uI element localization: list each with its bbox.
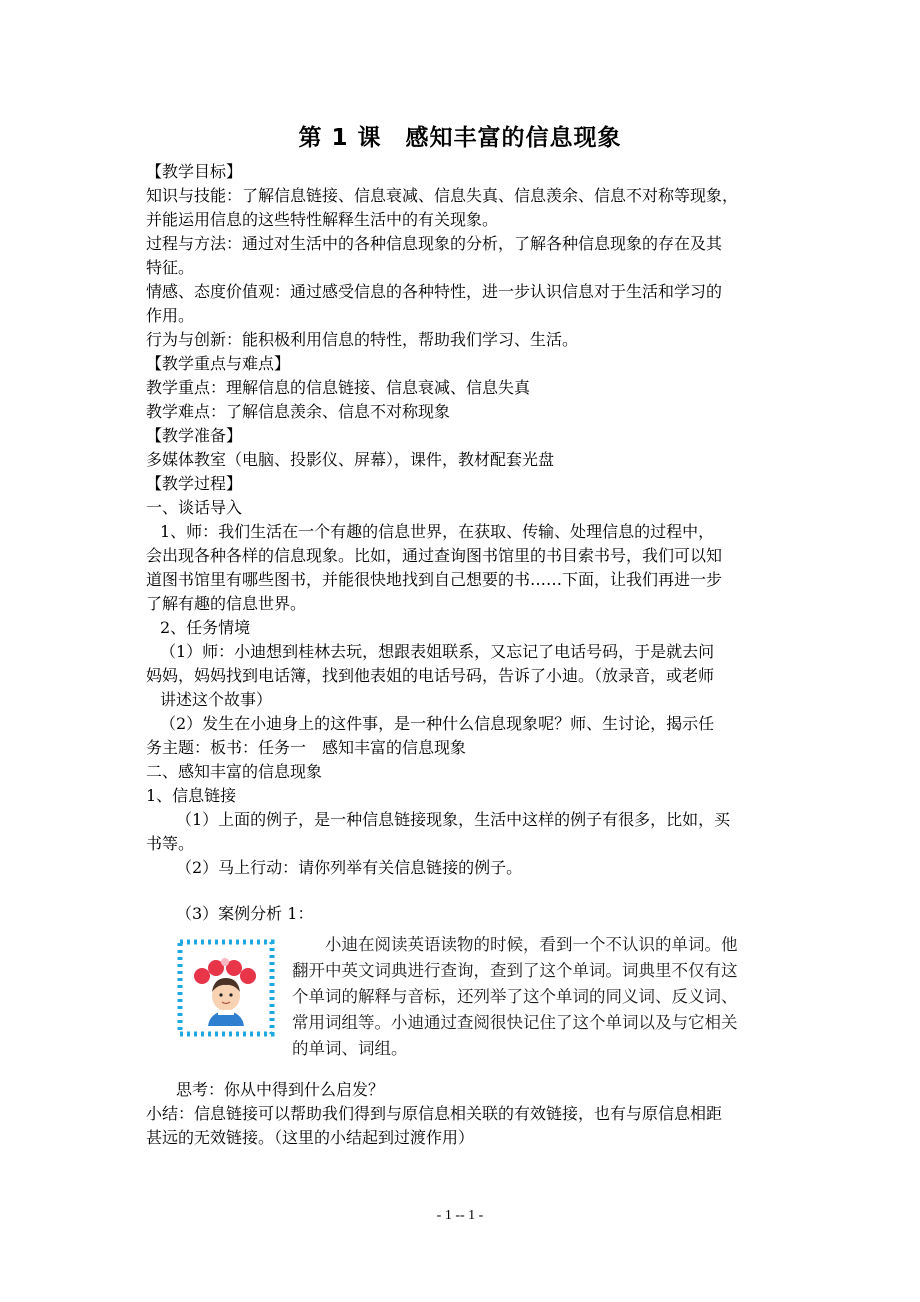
badge-circle xyxy=(240,968,256,984)
lesson-title: 第 1 课 感知丰富的信息现象 xyxy=(298,125,622,151)
paragraph-line: 讲述这个故事） xyxy=(160,690,273,709)
goals-header: 【教学目标】 xyxy=(146,162,243,181)
sub-heading: 2、任务情境 xyxy=(160,618,251,637)
prep-header: 【教学准备】 xyxy=(146,426,243,445)
part-heading: 二、感知丰富的信息现象 xyxy=(146,762,323,781)
paragraph-line: （2）发生在小迪身上的这件事，是一种什么信息现象呢？师、生讨论，揭示任 xyxy=(160,714,715,733)
case-line: 个单词的解释与音标，还列举了这个单词的同义词、反义词、 xyxy=(292,987,738,1006)
goal-line: 行为与创新：能积极利用信息的特性，帮助我们学习、生活。 xyxy=(146,330,579,349)
lesson-body xyxy=(146,160,810,1150)
paragraph-line: 道图书馆里有哪些图书，并能很快地找到自己想要的书……下面，让我们再进一步 xyxy=(146,570,723,589)
key-points-header: 【教学重点与难点】 xyxy=(146,354,291,373)
goal-line: 知识与技能：了解信息链接、信息衰减、信息失真、信息羡余、信息不对称等现象， xyxy=(146,186,739,205)
paragraph-line: 会出现各种各样的信息现象。比如，通过查询图书馆里的书目索书号，我们可以知 xyxy=(146,546,723,565)
paragraph-line: （1）上面的例子，是一种信息链接现象，生活中这样的例子有很多，比如，买 xyxy=(176,810,731,829)
key-point: 教学难点：了解信息羡余、信息不对称现象 xyxy=(146,402,451,421)
case-analysis-box xyxy=(146,932,810,1078)
goal-line: 情感、态度价值观：通过感受信息的各种特性，进一步认识信息对于生活和学习的 xyxy=(146,282,723,301)
case-line: 小迪在阅读英语读物的时候，看到一个不认识的单词。他 xyxy=(325,935,738,954)
paragraph-line: 妈妈，妈妈找到电话簿，找到他表姐的电话号码，告诉了小迪。（放录音，或老师 xyxy=(146,666,715,685)
case-text xyxy=(292,932,810,1062)
paragraph-line: 书等。 xyxy=(146,834,195,853)
summary-line: 甚远的无效链接。（这里的小结起到过渡作用） xyxy=(146,1128,475,1147)
page-number: - 1 -- 1 - xyxy=(436,1208,484,1223)
case-line: 翻开中英文词典进行查询，查到了这个单词。词典里不仅有这 xyxy=(292,961,738,980)
badge-circle xyxy=(194,968,210,984)
case-line: 常用词组等。小迪通过查阅很快记住了这个单词以及与它相关 xyxy=(292,1013,738,1032)
key-point: 教学重点：理解信息的信息链接、信息衰减、信息失真 xyxy=(146,378,531,397)
paragraph-line: （1）师：小迪想到桂林去玩，想跟表姐联系，又忘记了电话号码，于是就去问 xyxy=(160,642,715,661)
think-question: 思考：你从中得到什么启发？ xyxy=(176,1080,385,1099)
goal-line: 并能运用信息的这些特性解释生活中的有关现象。 xyxy=(146,210,499,229)
prep-line: 多媒体教室（电脑、投影仪、屏幕），课件，教材配套光盘 xyxy=(146,450,555,469)
paragraph-line: 了解有趣的信息世界。 xyxy=(146,594,307,613)
paragraph-line: 1、师：我们生活在一个有趣的信息世界，在获取、传输、处理信息的过程中， xyxy=(160,522,715,541)
paragraph-line: 务主题：板书：任务一 感知丰富的信息现象 xyxy=(146,738,467,757)
paragraph-line: （3）案例分析 1： xyxy=(176,904,314,923)
goal-line: 作用。 xyxy=(146,306,195,325)
case-analysis-illustration xyxy=(176,938,276,1038)
process-header: 【教学过程】 xyxy=(146,474,243,493)
goal-line: 特征。 xyxy=(146,258,195,277)
sub-heading: 1、信息链接 xyxy=(146,786,237,805)
badge-circle xyxy=(221,958,229,966)
goal-line: 过程与方法：通过对生活中的各种信息现象的分析，了解各种信息现象的存在及其 xyxy=(146,234,723,253)
paragraph-line: （2）马上行动：请你列举有关信息链接的例子。 xyxy=(176,858,523,877)
summary-line: 小结：信息链接可以帮助我们得到与原信息相关联的有效链接，也有与原信息相距 xyxy=(146,1104,723,1123)
part-heading: 一、谈话导入 xyxy=(146,498,243,517)
case-line: 的单词、词组。 xyxy=(292,1039,408,1058)
